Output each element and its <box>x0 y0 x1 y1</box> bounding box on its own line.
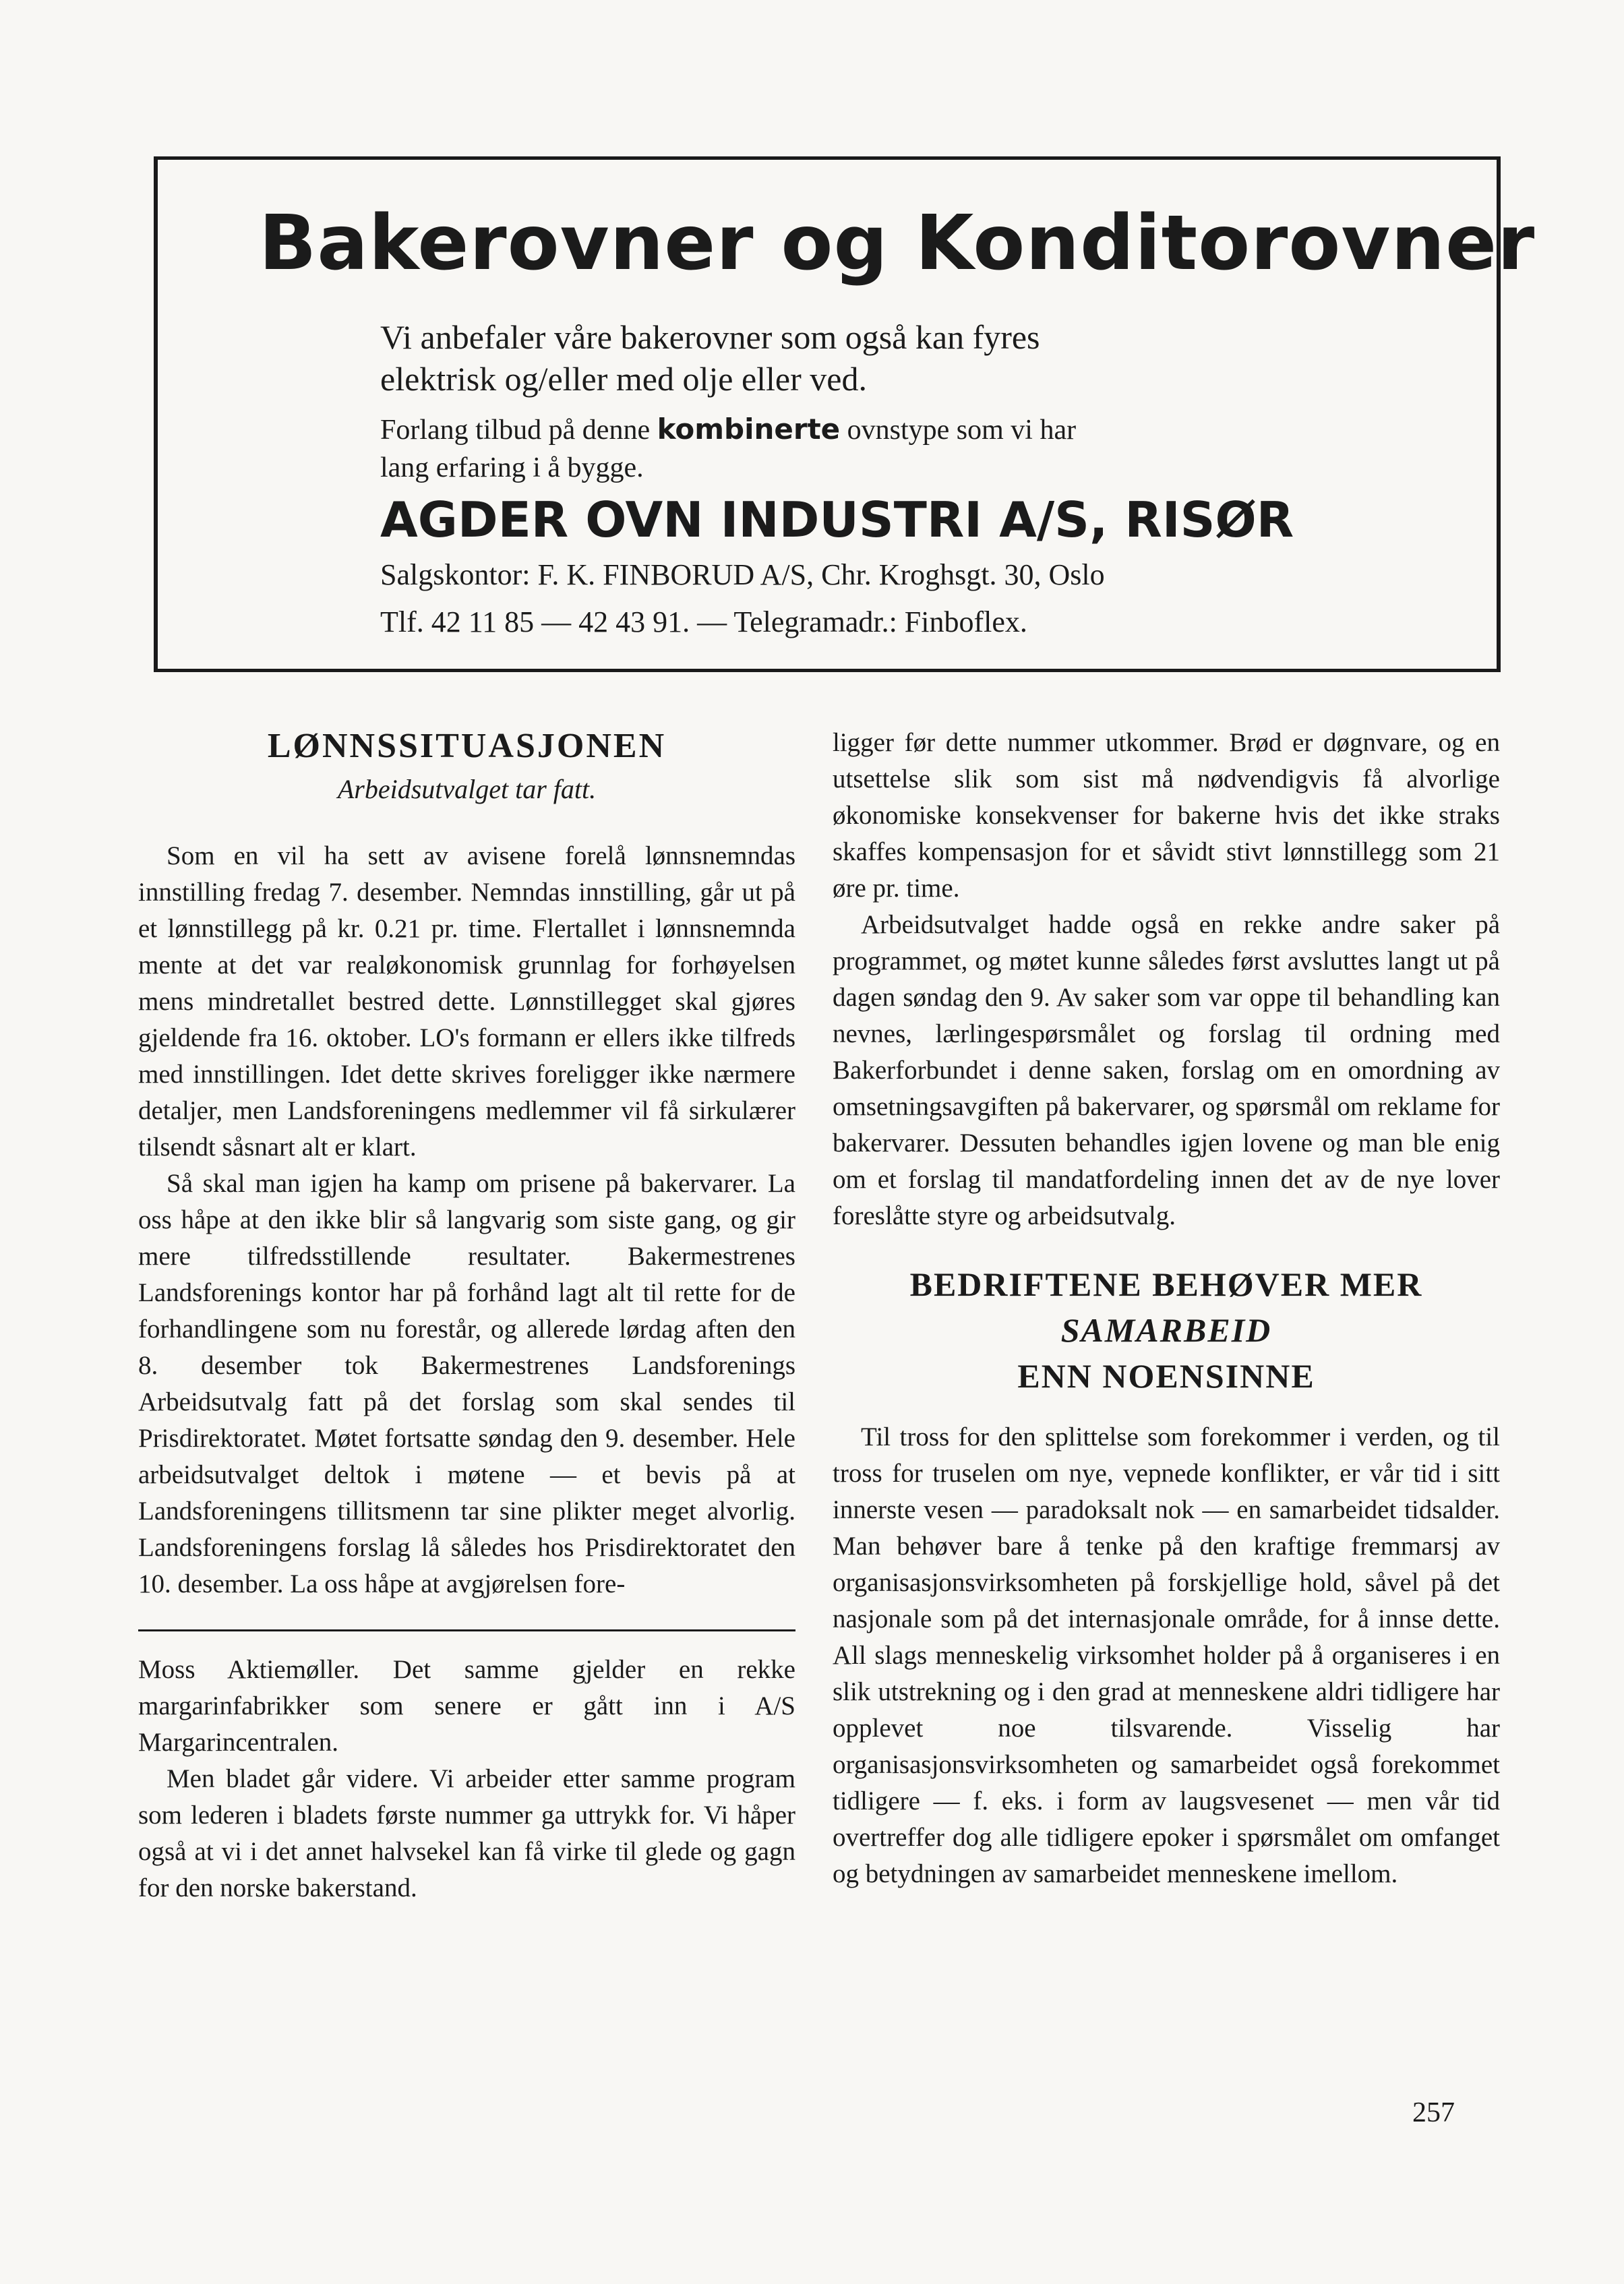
paragraph: Moss Aktiemøller. Det samme gjelder en rekke margarinfabrikker som senere er gått inn i A/S Margarincentralen. <box>138 1655 795 1757</box>
ad-line-1: Vi anbefaler våre bakerovner som også kan fyres <box>380 318 1040 356</box>
ad-contact-phone: Tlf. 42 11 85 — 42 43 91. — Telegramadr.: Finboflex. <box>380 605 1027 638</box>
left-column <box>138 725 795 1906</box>
ad-line-2: elektrisk og/eller med olje eller ved. <box>380 360 867 398</box>
paragraph: Til tross for den splittelse som forekommer i verden, og til tross for truselen om nye, vepnede konflikter, er vår tid i sitt innerste vesen — paradoksalt nok — en samarbeidet tidsalder. Man behøver bare å tenke på den kraftige fremmarsj av organisasjonsvirksomheten på forskjellige hold, såvel på det nasjonale som på det internasjonale område, for å innse dette. All slags menneskelig virksomhet holder på å organiseres i en slik utstrekning og i den grad at menneskene aldri tidligere har opplevet noe tilsvarende. Visselig har organisasjonsvirksomheten og samarbeidet også forekommet tidligere — f. eks. i form av laugsvesenet — men vår tid overtreffer dog alle tidligere epoker i spørsmålet om omfanget og betydningen av samarbeidet menneskene imellom. <box>833 1422 1500 1888</box>
paragraph: Arbeidsutvalget hadde også en rekke andre saker på programmet, og møtet kunne således først avsluttes langt ut på dagen søndag den 9. Av saker som var oppe til behandling kan nevnes, lærlingespørsmålet og forslag til ordning med Bakerforbundet i denne saken, forslag om en omordning av omsetningsavgiften på bakervarer, og spørsmål om reklame for bakervarer. Dessuten behandles igjen lovene og man ble enig om et forslag til mandatfordeling innen det av de nye lover foreslåtte styre og arbeidsutvalg. <box>833 910 1500 1230</box>
ad-text-recommendation <box>380 316 1391 400</box>
advertisement-box <box>154 156 1536 672</box>
ad-title: Bakerovner og Konditorovner <box>259 200 1536 287</box>
ad-line-3 <box>380 411 1391 449</box>
heading-line-3: ENN NOENSINNE <box>1017 1357 1315 1395</box>
right-column <box>833 725 1500 1892</box>
ad-line-3-pre: Forlang tilbud på denne <box>380 415 657 446</box>
ad-contact-sales: Salgskontor: F. K. FINBORUD A/S, Chr. Kroghsgt. 30, Oslo <box>380 558 1105 591</box>
paragraph: Men bladet går videre. Vi arbeider etter samme program som lederen i bladets første nummer ga uttrykk for. Vi håper også at vi i det annet halvsekel kan få virke til glede og gagn for den norske bakerstand. <box>138 1764 795 1902</box>
heading-line-1: BEDRIFTENE BEHØVER MER <box>909 1265 1423 1303</box>
column-divider <box>138 1629 795 1631</box>
ad-text-offer <box>380 411 1391 487</box>
article-subheading: Arbeidsutvalget tar fatt. <box>337 774 597 804</box>
paragraph: ligger før dette nummer utkommer. Brød er døgnvare, og en utsettelse slik som sist må nødvendigvis få alvorlige økonomiske konsekvenser for bakerne hvis det ikke straks skaffes kompensasjon for et såvidt stivt lønnstillegg som 21 øre pr. time. <box>833 728 1500 903</box>
ad-line-3-post: ovnstype som vi har <box>840 415 1077 446</box>
ad-company-name: AGDER OVN INDUSTRI A/S, RISØR <box>380 491 1294 548</box>
article-heading-bedriftene <box>833 1261 1500 1399</box>
page-number: 257 <box>1412 2097 1455 2128</box>
paragraph: Som en vil ha sett av avisene forelå lønnsnemndas innstilling fredag 7. desember. Nemndas innstilling, går ut på et lønnstillegg på kr. 0.21 pr. time. Flertallet i lønnsnemnda mente at det var realøkonomisk grunnlag for forhøyelsen mens mindretallet bestred dette. Lønnstillegget skal gjøres gjeldende fra 16. oktober. LO's formann er ellers ikke tilfreds med innstillingen. Idet dette skrives foreligger ikke nærmere detaljer, men Landsforeningens medlemmer vil få sirkulærer tilsendt såsnart alt er klart. <box>138 841 795 1162</box>
ad-line-4: lang erfaring i å bygge. <box>380 452 644 483</box>
paragraph: Så skal man igjen ha kamp om prisene på bakervarer. La oss håpe at den ikke blir så langvarig som siste gang, og gir mere tilfredsstillende resultater. Bakermestrenes Landsforenings kontor har på forhånd lagt alt til rette for de forhandlingene som nu forestår, og allerede lørdag aften den 8. desember tok Bakermestrenes Landsforenings Arbeidsutvalg fatt på det forslag som skal sendes til Prisdirektoratet. Møtet fortsatte søndag den 9. desember. Hele arbeidsutvalget deltok i møtene — et bevis på at Landsforeningens tillitsmenn tar sine plikter meget alvorlig. Landsforeningens forslag lå således hos Prisdirektoratet den 10. desember. La oss håpe at avgjørelsen fore- <box>138 1169 795 1598</box>
ad-line-3-bold: kombinerte <box>657 413 841 446</box>
heading-line-2: SAMARBEID <box>1060 1311 1272 1349</box>
article-heading-lonnssituasjonen: LØNNSSITUASJONEN <box>267 727 667 765</box>
